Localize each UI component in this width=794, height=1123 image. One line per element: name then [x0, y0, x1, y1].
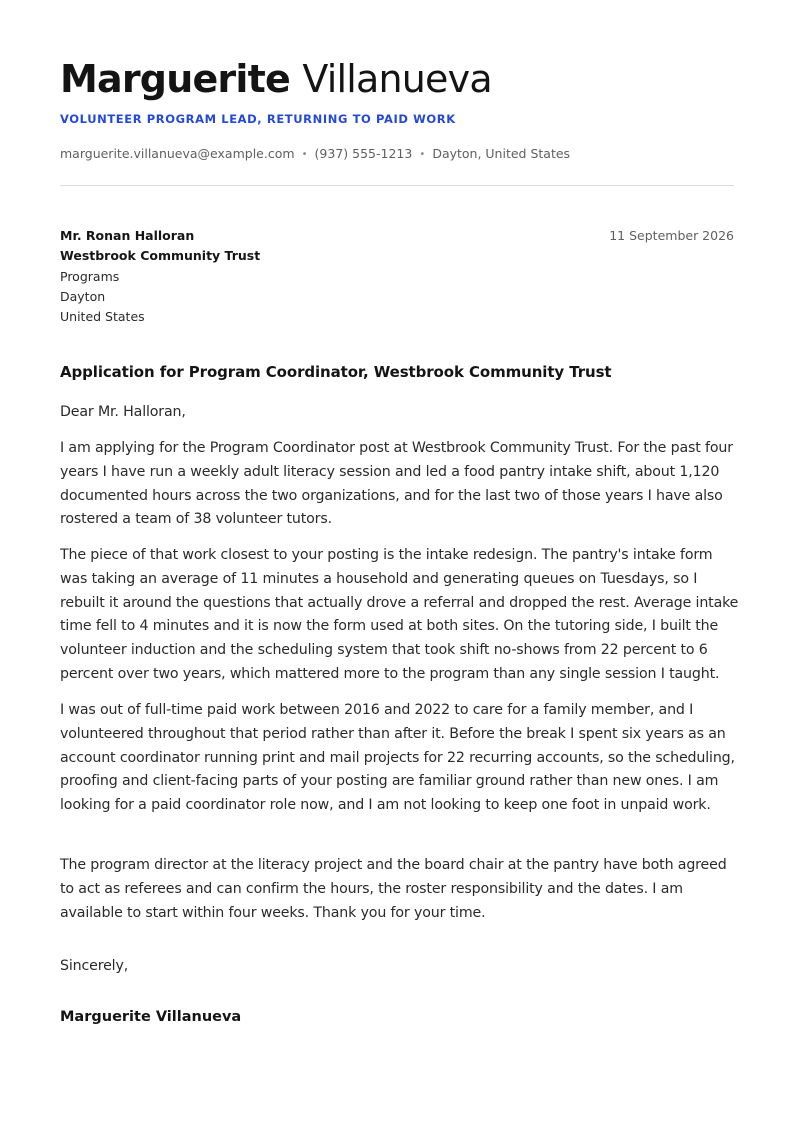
- recipient-city: Dayton: [60, 288, 106, 304]
- body-paragraph-3: I was out of full-time paid work between 2016 and 2022 to care for a family member, and I volunteered throughout that period rather than after it. Before the break I spent six years as an account coordinator running print and mail projects for 22 recurring accounts, so the scheduling, proofing and client-facing parts of your posting are familiar ground rather than new ones. I am looking for a paid coordinator role now, and I am not looking to keep one foot in unpaid work.: [60, 702, 735, 814]
- letter-date: 11 September 2026: [609, 228, 734, 243]
- contact-phone: (937) 555-1213: [314, 146, 413, 161]
- body-paragraph-2: The piece of that work closest to your posting is the intake redesign. The pantry's intake form was taking an average of 11 minutes a household and generating queues on Tuesdays, so I rebuilt it around the questions that actually drove a referral and dropped the rest. Average intake time fell to 4 minutes and it is now the form used at both sites. On the tutoring side, I built the volunteer induction and the scheduling system that took shift no-shows from 22 percent to 6 percent over two years, which mattered more to the program than any single session I taught.: [60, 547, 739, 682]
- recipient-name: Mr. Ronan Halloran: [60, 228, 195, 243]
- contact-separator: •: [419, 149, 426, 160]
- contact-email: marguerite.villanueva@example.com: [60, 146, 295, 161]
- applicant-first-name: Marguerite: [60, 57, 290, 101]
- recipient-block: [60, 226, 260, 327]
- contact-location: Dayton, United States: [432, 146, 571, 161]
- applicant-name: [60, 55, 492, 103]
- contact-line: [60, 145, 570, 164]
- body-paragraph-4: The program director at the literacy project and the board chair at the pantry have both agreed to act as referees and can confirm the hours, the roster responsibility and the dates. I am available to start within four weeks. Thank you for your time.: [60, 857, 727, 921]
- salutation: Dear Mr. Halloran,: [60, 404, 186, 420]
- applicant-tagline: VOLUNTEER PROGRAM LEAD, RETURNING TO PAID WORK: [60, 112, 456, 126]
- body-paragraph-1: I am applying for the Program Coordinator post at Westbrook Community Trust. For the past four years I have run a weekly adult literacy session and led a food pantry intake shift, about 1,120 documented hours across the two organizations, and for the last two of those years I have also rostered a team of 38 volunteer tutors.: [60, 440, 733, 528]
- recipient-country: United States: [60, 309, 145, 325]
- closing: Sincerely,: [60, 958, 129, 974]
- applicant-last-name: Villanueva: [302, 57, 492, 101]
- letter-subject: Application for Program Coordinator, Westbrook Community Trust: [60, 363, 612, 381]
- recipient-department: Programs: [60, 268, 120, 284]
- recipient-organization: Westbrook Community Trust: [60, 248, 261, 264]
- header-divider: [60, 185, 734, 186]
- contact-separator: •: [301, 149, 308, 160]
- signature-name: Marguerite Villanueva: [60, 1009, 242, 1025]
